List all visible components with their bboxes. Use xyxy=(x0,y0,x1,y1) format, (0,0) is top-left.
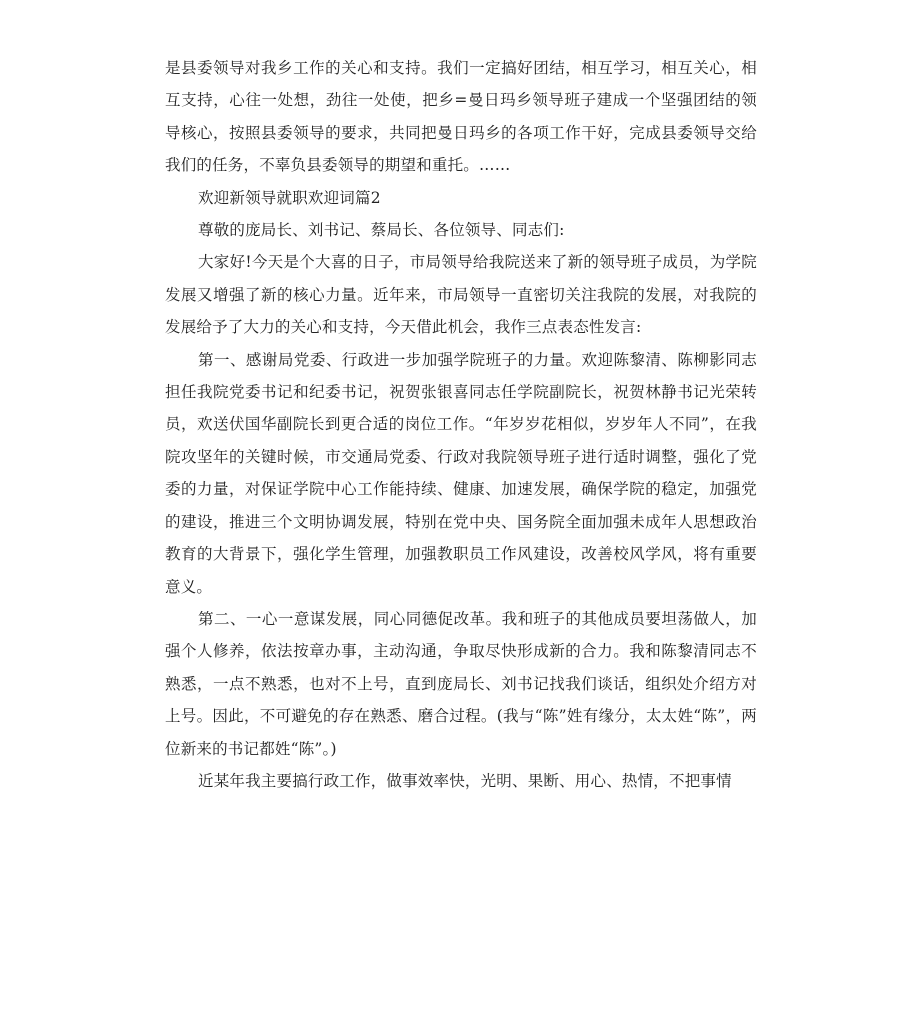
paragraph-greeting: 大家好!今天是个大喜的日子，市局领导给我院送来了新的领导班子成员，为学院发展又增强了新的核心力量。近年来，市局领导一直密切关注我院的发展，对我院的发展给予了大力的关心和支持，今天借此机会，我作三点表态性发言: xyxy=(165,253,757,337)
paragraph-point-two: 第二、一心一意谋发展，同心同德促改革。我和班子的其他成员要坦荡做人，加强个人修养，依法按章办事，主动沟通，争取尽快形成新的合力。我和陈黎清同志不熟悉，一点不熟悉，也对不上号，直到庞局长、刘书记找我们谈话，组织处介绍方对上号。因此，不可避免的存在熟悉、磨合过程。(我与“陈”姓有缘分，太太姓“陈”，两位新来的书记都姓“陈”。) xyxy=(165,609,757,758)
paragraph-point-one: 第一、感谢局党委、行政进一步加强学院班子的力量。欢迎陈黎清、陈柳影同志担任我院党委书记和纪委书记，祝贺张银喜同志任学院副院长，祝贺林静书记光荣转员，欢送伏国华副院长到更合适的岗位工作。“年岁岁花相似，岁岁年人不同”，在我院攻坚年的关键时候，市交通局党委、行政对我院领导班子进行适时调整，强化了党委的力量，对保证学院中心工作能持续、健康、加速发展，确保学院的稳定，加强党的建设，推进三个文明协调发展，特别在党中央、国务院全面加强未成年人思想政治教育的大背景下，强化学生管理，加强教职员工作风建设，改善校风学风，将有重要意义。 xyxy=(165,350,757,596)
paragraph-recent-years: 近某年我主要搞行政工作，做事效率快，光明、果断、用心、热情，不把事情 xyxy=(198,771,732,790)
document-body xyxy=(165,52,757,797)
paragraph-closing-remarks: 是县委领导对我乡工作的关心和支持。我们一定搞好团结，相互学习，相互关心，相互支持，心往一处想，劲往一处使，把乡=曼日玛乡领导班子建成一个坚强团结的领导核心，按照县委领导的要求，共同把曼日玛乡的各项工作干好，完成县委领导交给我们的任务，不辜负县委领导的期望和重托。…… xyxy=(165,59,757,175)
section-heading: 欢迎新领导就职欢迎词篇2 xyxy=(198,188,381,207)
salutation: 尊敬的庞局长、刘书记、蔡局长、各位领导、同志们: xyxy=(198,221,565,240)
